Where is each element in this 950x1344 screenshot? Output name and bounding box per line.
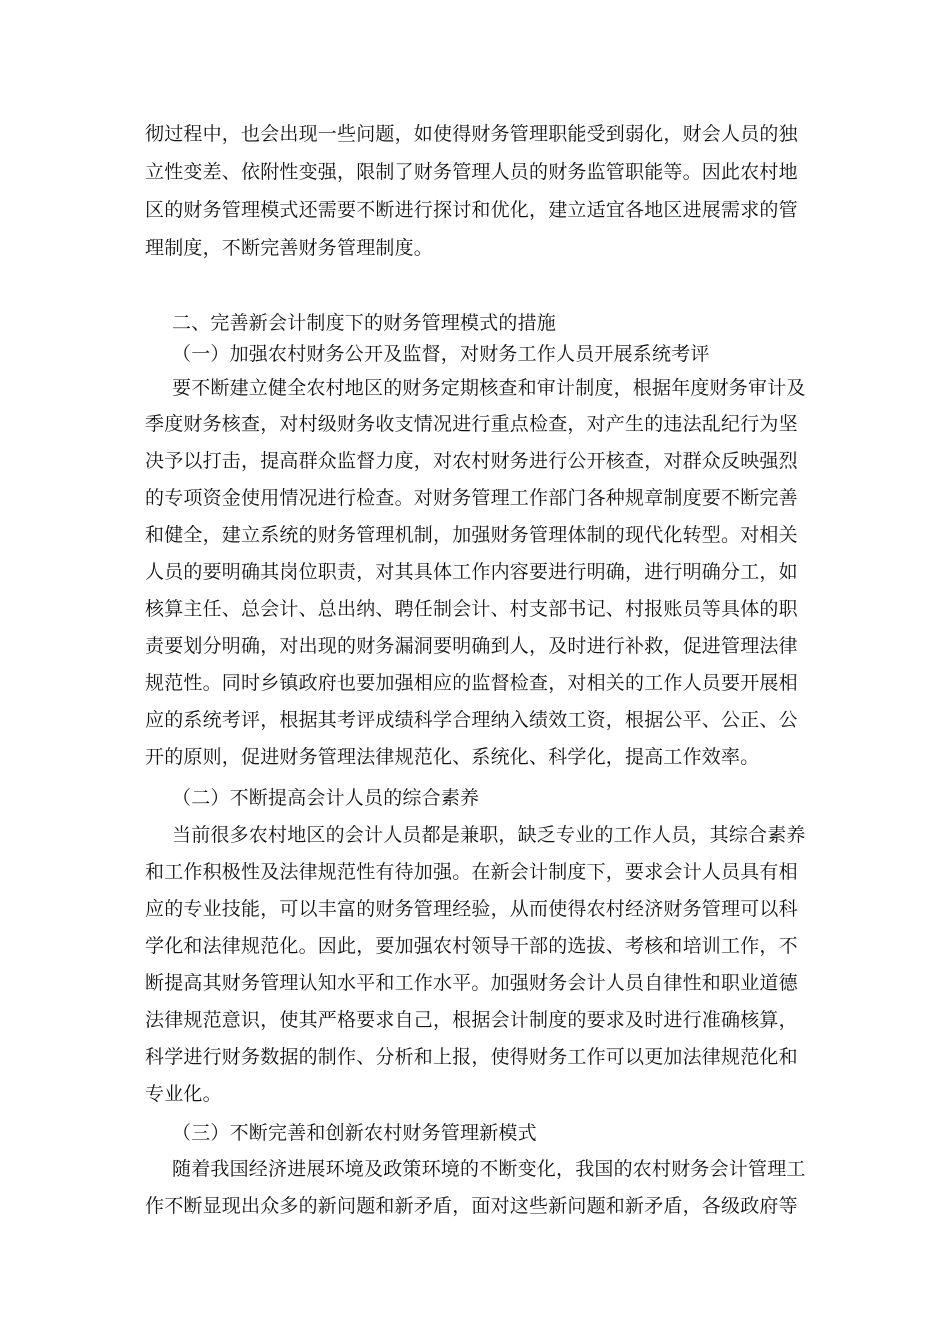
paragraph-line: 开的原则，促进财务管理法律规范化、系统化、科学化，提高工作效率。 bbox=[145, 746, 760, 768]
paragraph-line: 科学进行财务数据的制作、分析和上报，使得财务工作可以更加法律规范化和 bbox=[145, 1046, 798, 1068]
paragraph-line: 理制度，不断完善财务管理制度。 bbox=[145, 237, 434, 259]
paragraph-line: 应的系统考评，根据其考评成绩科学合理纳入绩效工资，根据公平、公正、公 bbox=[145, 709, 798, 731]
paragraph-line: 作不断显现出众多的新问题和新矛盾，面对这些新问题和新矛盾，各级政府等 bbox=[145, 1195, 798, 1217]
paragraph-line: 应的专业技能，可以丰富的财务管理经验，从而使得农村经济财务管理可以科 bbox=[145, 898, 798, 920]
paragraph-line: 和健全，建立系统的财务管理机制，加强财务管理体制的现代化转型。对相关 bbox=[145, 524, 798, 546]
paragraph-line: 规范性。同时乡镇政府也要加强相应的监督检查，对相关的工作人员要开展相 bbox=[145, 672, 798, 694]
paragraph-line: 的专项资金使用情况进行检查。对财务管理工作部门各种规章制度要不断完善 bbox=[145, 487, 798, 509]
paragraph-line: 核算主任、总会计、总出纳、聘任制会计、村支部书记、村报账员等具体的职 bbox=[145, 598, 798, 620]
paragraph-line: 学化和法律规范化。因此，要加强农村领导干部的选拔、考核和培训工作，不 bbox=[145, 935, 798, 957]
paragraph-line: 断提高其财务管理认知水平和工作水平。加强财务会计人员自律性和职业道德 bbox=[145, 972, 798, 994]
paragraph-line: 法律规范意识，使其严格要求自己，根据会计制度的要求及时进行准确核算， bbox=[145, 1009, 798, 1031]
paragraph-line: 随着我国经济进展环境及政策环境的不断变化，我国的农村财务会计管理工 bbox=[172, 1158, 806, 1180]
paragraph-line: 人员的要明确其岗位职责，对其具体工作内容要进行明确，进行明确分工，如 bbox=[145, 561, 798, 583]
paragraph-line: 专业化。 bbox=[145, 1083, 222, 1105]
paragraph-line: 决予以打击，提高群众监督力度，对农村财务进行公开核查，对群众反映强烈 bbox=[145, 450, 798, 472]
subsection-heading: （三）不断完善和创新农村财务管理新模式 bbox=[172, 1122, 537, 1144]
paragraph-line: 责要划分明确，对出现的财务漏洞要明确到人，及时进行补救，促进管理法律 bbox=[145, 635, 798, 657]
paragraph-line: 当前很多农村地区的会计人员都是兼职，缺乏专业的工作人员，其综合素养 bbox=[172, 824, 806, 846]
paragraph-line: 区的财务管理模式还需要不断进行探讨和优化，建立适宜各地区进展需求的管 bbox=[145, 199, 798, 221]
paragraph-line: 要不断建立健全农村地区的财务定期核查和审计制度，根据年度财务审计及 bbox=[172, 377, 806, 399]
subsection-heading: （二）不断提高会计人员的综合素养 bbox=[172, 787, 480, 809]
paragraph-line: 和工作积极性及法律规范性有待加强。在新会计制度下，要求会计人员具有相 bbox=[145, 861, 798, 883]
paragraph-line: 彻过程中，也会出现一些问题，如使得财务管理职能受到弱化，财会人员的独 bbox=[145, 123, 798, 145]
subsection-heading: （一）加强农村财务公开及监督，对财务工作人员开展系统考评 bbox=[172, 343, 710, 365]
paragraph-line: 立性变差、依附性变强，限制了财务管理人员的财务监管职能等。因此农村地 bbox=[145, 161, 798, 183]
paragraph-line: 季度财务核查，对村级财务收支情况进行重点检查，对产生的违法乱纪行为坚 bbox=[145, 413, 798, 435]
section-heading: 二、完善新会计制度下的财务管理模式的措施 bbox=[172, 312, 557, 334]
